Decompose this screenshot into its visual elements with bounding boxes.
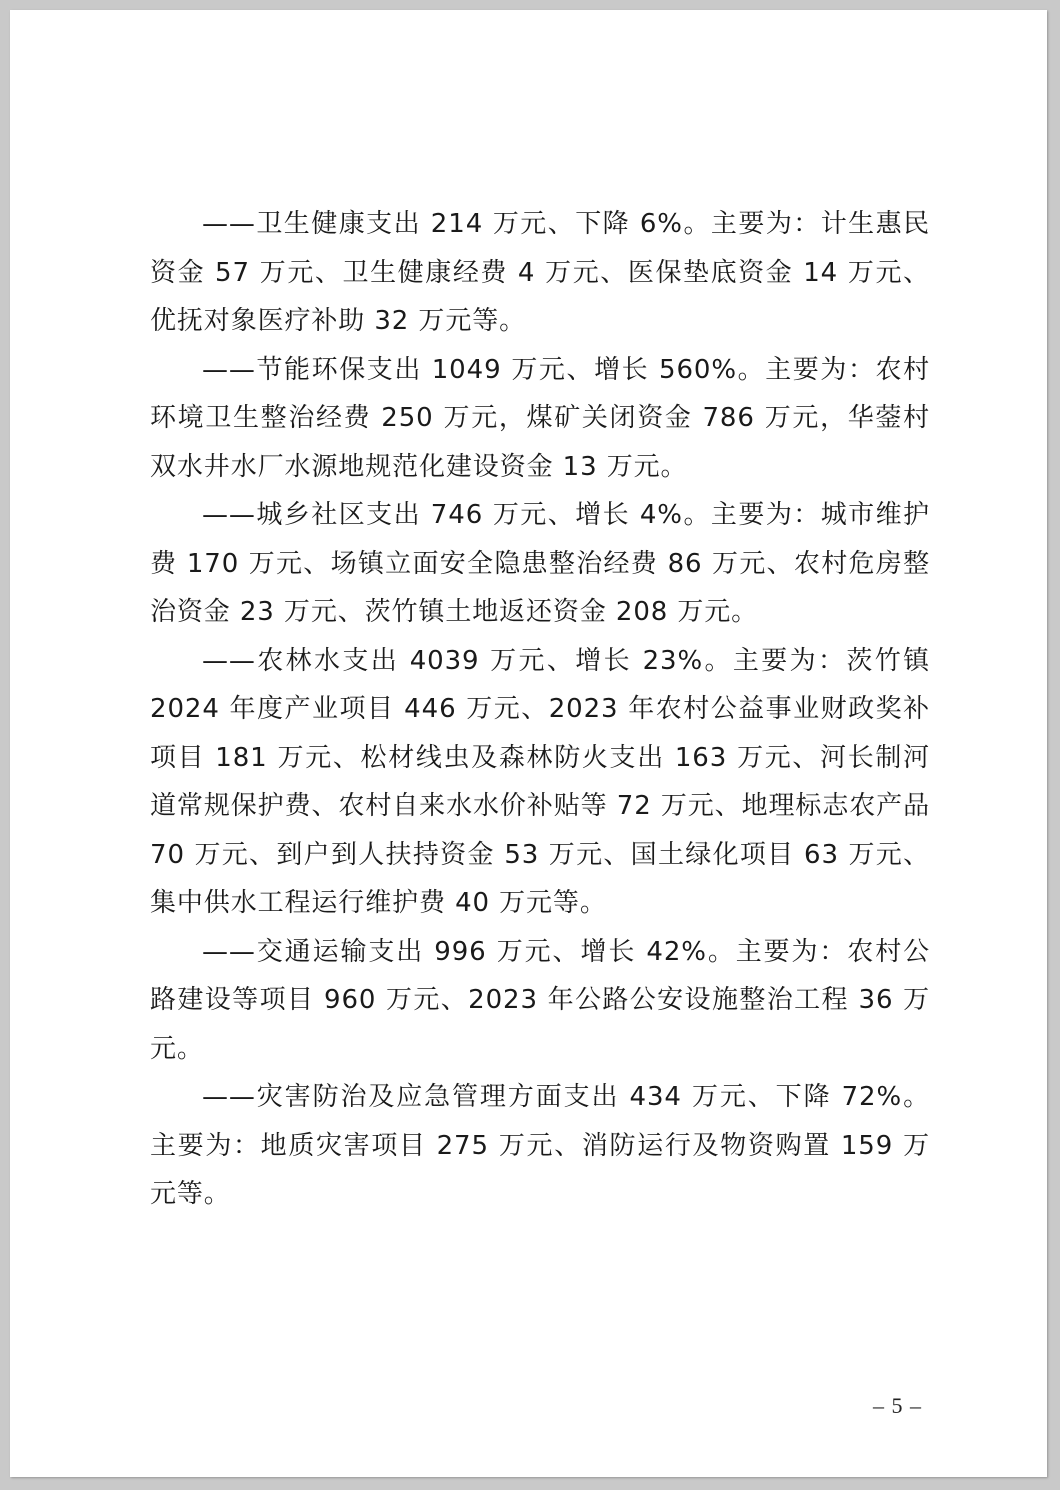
- paragraph-agriculture: ——农林水支出 4039 万元、增长 23%。主要为：茨竹镇 2024 年度产业项目 446 万元、2023 年农村公益事业财政奖补项目 181 万元、松材线虫及森林防火支出 163 万元、河长制河道常规保护费、农村自来水水价补贴等 72 万元、地理标志农产品 70 万元、到户到人扶持资金 53 万元、国土绿化项目 63 万元、集中供水工程运行维护费 40 万元等。: [150, 645, 930, 918]
- paragraph-disaster: ——灾害防治及应急管理方面支出 434 万元、下降 72%。主要为：地质灾害项目 275 万元、消防运行及物资购置 159 万元等。: [150, 1082, 930, 1209]
- paragraph-health: ——卫生健康支出 214 万元、下降 6%。主要为：计生惠民资金 57 万元、卫生健康经费 4 万元、医保垫底资金 14 万元、优抚对象医疗补助 32 万元等。: [150, 209, 930, 336]
- page-number: – 5 –: [873, 1393, 922, 1418]
- paragraph-transport: ——交通运输支出 996 万元、增长 42%。主要为：农村公路建设等项目 960 万元、2023 年公路公安设施整治工程 36 万元。: [150, 936, 930, 1064]
- paragraph-environment: ——节能环保支出 1049 万元、增长 560%。主要为：农村环境卫生整治经费 250 万元，煤矿关闭资金 786 万元，华蓥村双水井水厂水源地规范化建设资金 13 万元。: [150, 354, 930, 482]
- document-page: [10, 10, 1047, 1477]
- body-text: [150, 200, 930, 1219]
- paragraph-urban-rural: ——城乡社区支出 746 万元、增长 4%。主要为：城市维护费 170 万元、场镇立面安全隐患整治经费 86 万元、农村危房整治资金 23 万元、茨竹镇土地返还资金 208 万元。: [150, 500, 930, 627]
